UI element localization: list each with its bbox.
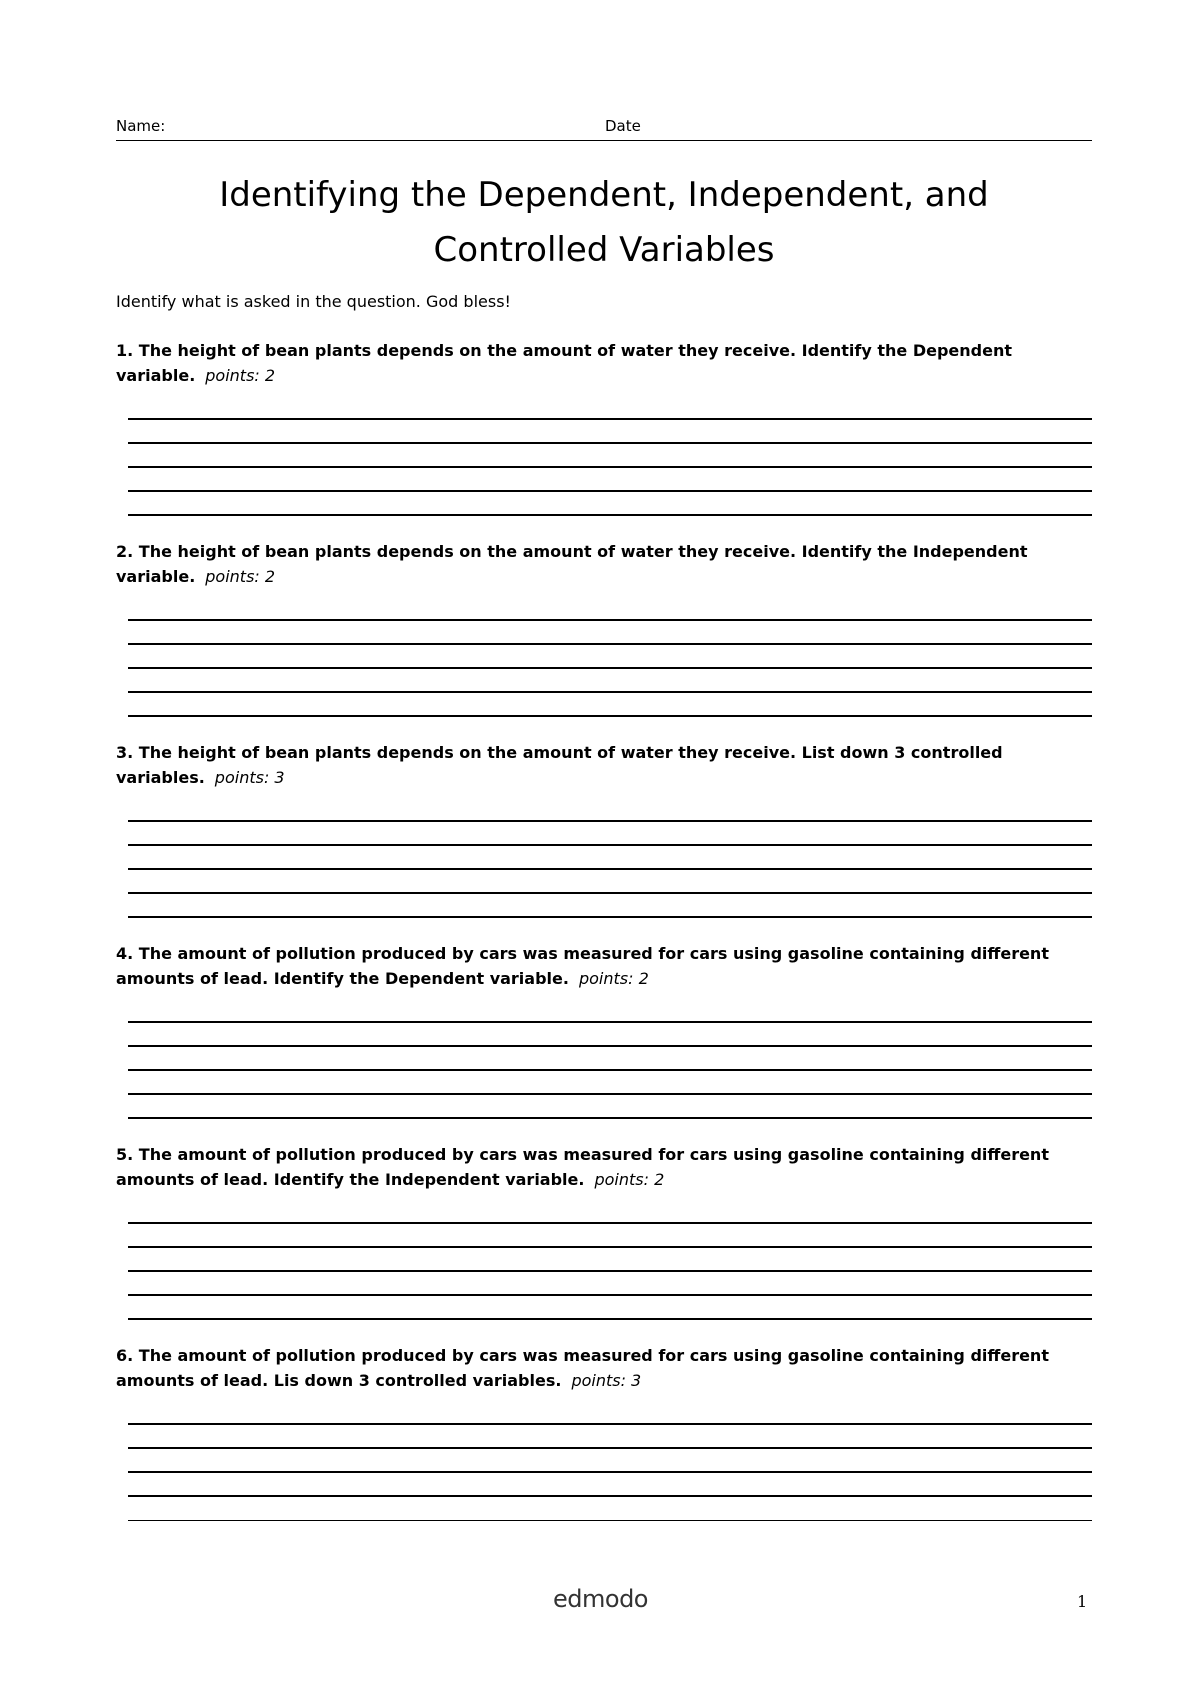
- title-line-2: Controlled Variables: [433, 230, 775, 270]
- question-2: [116, 539, 1092, 717]
- answer-line[interactable]: [128, 420, 1092, 444]
- answer-line[interactable]: [128, 1248, 1092, 1272]
- answer-line[interactable]: [128, 1296, 1092, 1320]
- date-label: Date: [605, 117, 641, 135]
- question-prompt: [116, 941, 1092, 991]
- answer-line[interactable]: [128, 444, 1092, 468]
- question-points: points: 3: [571, 1371, 642, 1390]
- question-text: 6. The amount of pollution produced by cars was measured for cars using gasoline containing different amounts of lead. Lis down 3 controlled variables.: [116, 1346, 1049, 1390]
- question-points: points: 2: [594, 1170, 665, 1189]
- question-prompt: [116, 740, 1092, 790]
- answer-line[interactable]: [128, 1095, 1092, 1119]
- answer-line[interactable]: [128, 1071, 1092, 1095]
- answer-lines[interactable]: [128, 619, 1092, 717]
- answer-line[interactable]: [128, 870, 1092, 894]
- answer-line[interactable]: [128, 1272, 1092, 1296]
- answer-line[interactable]: [128, 822, 1092, 846]
- question-prompt: [116, 539, 1092, 589]
- answer-line[interactable]: [128, 1023, 1092, 1047]
- answer-line[interactable]: [128, 846, 1092, 870]
- question-points: points: 2: [578, 969, 649, 988]
- title-line-1: Identifying the Dependent, Independent, and: [219, 175, 989, 215]
- question-points: points: 2: [205, 567, 276, 586]
- answer-lines[interactable]: [128, 820, 1092, 918]
- question-4: [116, 941, 1092, 1119]
- answer-line[interactable]: [128, 669, 1092, 693]
- name-label: Name:: [116, 117, 166, 135]
- answer-lines[interactable]: [128, 1222, 1092, 1320]
- answer-line[interactable]: [128, 492, 1092, 516]
- question-5: [116, 1142, 1092, 1320]
- instructions: Identify what is asked in the question. God bless!: [116, 292, 511, 311]
- question-prompt: [116, 338, 1092, 388]
- question-points: points: 2: [205, 366, 276, 385]
- question-text: 1. The height of bean plants depends on the amount of water they receive. Identify the Dependent variable.: [116, 341, 1012, 385]
- answer-line[interactable]: [128, 1425, 1092, 1449]
- question-text: 5. The amount of pollution produced by cars was measured for cars using gasoline containing different amounts of lead. Identify the Independent variable.: [116, 1145, 1049, 1189]
- answer-line[interactable]: [128, 1047, 1092, 1071]
- question-points: points: 3: [214, 768, 285, 787]
- answer-line[interactable]: [128, 1473, 1092, 1497]
- question-3: [116, 740, 1092, 918]
- question-prompt: [116, 1343, 1092, 1393]
- answer-line[interactable]: [128, 894, 1092, 918]
- answer-line[interactable]: [128, 1224, 1092, 1248]
- answer-line[interactable]: [128, 621, 1092, 645]
- page-number: 1: [1077, 1592, 1088, 1611]
- answer-line[interactable]: [128, 1497, 1092, 1521]
- answer-line[interactable]: [128, 468, 1092, 492]
- answer-line[interactable]: [128, 645, 1092, 669]
- question-text: 4. The amount of pollution produced by cars was measured for cars using gasoline containing different amounts of lead. Identify the Dependent variable.: [116, 944, 1049, 988]
- header-row: [116, 116, 1092, 141]
- answer-lines[interactable]: [128, 1021, 1092, 1119]
- page-title: [116, 168, 1092, 278]
- question-text: 2. The height of bean plants depends on the amount of water they receive. Identify the Independent variable.: [116, 542, 1028, 586]
- question-prompt: [116, 1142, 1092, 1192]
- answer-lines[interactable]: [128, 418, 1092, 516]
- edmodo-logo: edmodo: [553, 1585, 648, 1613]
- question-1: [116, 338, 1092, 516]
- question-6: [116, 1343, 1092, 1521]
- question-text: 3. The height of bean plants depends on the amount of water they receive. List down 3 controlled variables.: [116, 743, 1003, 787]
- answer-line[interactable]: [128, 693, 1092, 717]
- answer-lines[interactable]: [128, 1423, 1092, 1521]
- answer-line[interactable]: [128, 1449, 1092, 1473]
